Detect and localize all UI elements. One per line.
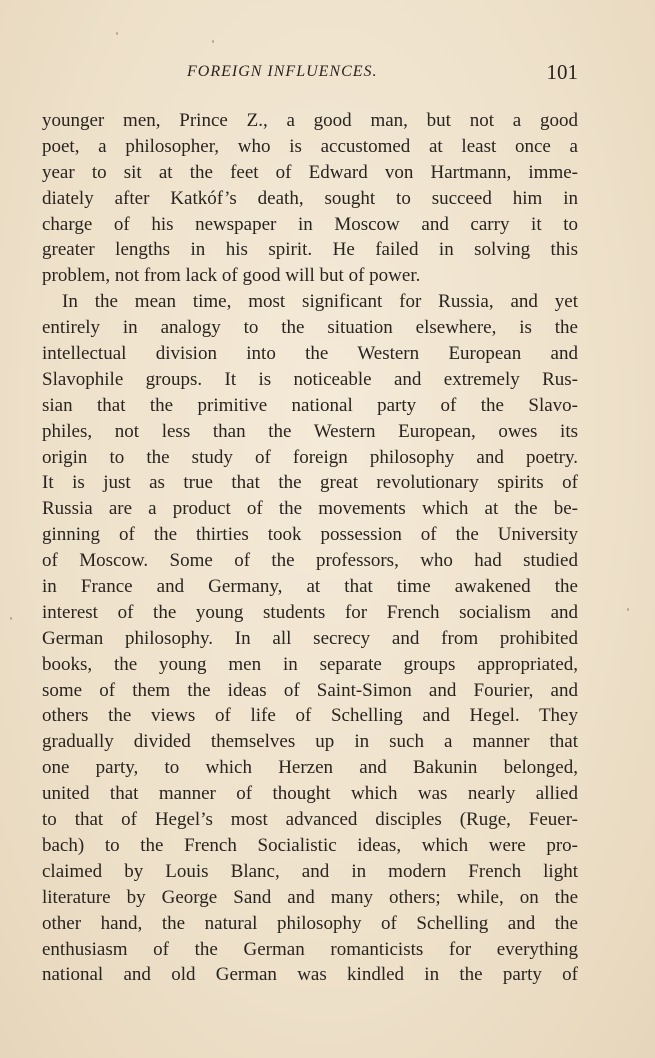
text-line: some of them the ideas of Saint-Simon and Fourier, and (42, 679, 578, 701)
text-line: bach) to the French Socialistic ideas, which were pro- (42, 834, 578, 856)
text-line: Russia are a product of the movements which at the be- (42, 498, 578, 520)
text-line: intellectual division into the Western European and (42, 343, 578, 365)
paragraph-start-line: In the mean time, most significant for Russia, and yet (62, 291, 578, 313)
text-line: interest of the young students for French socialism and (42, 601, 578, 623)
text-line: sian that the primitive national party of the Slavo- (42, 394, 578, 416)
text-line: other hand, the natural philosophy of Schelling and the (42, 912, 578, 934)
page-header (40, 60, 578, 90)
text-line: German philosophy. In all secrecy and from prohibited (42, 627, 578, 649)
text-line: united that manner of thought which was nearly allied (42, 783, 578, 805)
text-line: philes, not less than the Western European, owes its (42, 420, 578, 442)
text-line: year to sit at the feet of Edward von Hartmann, imme- (42, 161, 578, 183)
text-line: charge of his newspaper in Moscow and carry it to (42, 213, 578, 235)
text-line: of Moscow. Some of the professors, who had studied (42, 550, 578, 572)
text-line: claimed by Louis Blanc, and in modern French light (42, 860, 578, 882)
paper-speck (116, 32, 118, 35)
text-line: one party, to which Herzen and Bakunin belonged, (42, 757, 578, 779)
text-line: Slavophile groups. It is noticeable and extremely Rus- (42, 368, 578, 390)
paper-speck (212, 40, 214, 43)
text-line: ginning of the thirties took possession of the University (42, 524, 578, 546)
text-line: entirely in analogy to the situation elsewhere, is the (42, 317, 578, 339)
text-line: enthusiasm of the German romanticists for everything (42, 938, 578, 960)
body-text (42, 108, 578, 988)
text-line: gradually divided themselves up in such a manner that (42, 731, 578, 753)
text-line: books, the young men in separate groups appropriated, (42, 653, 578, 675)
text-line: younger men, Prince Z., a good man, but not a good (42, 110, 578, 131)
text-line: others the views of life of Schelling and Hegel. They (42, 705, 578, 727)
text-line: in France and Germany, at that time awakened the (42, 576, 578, 598)
text-line: problem, not from lack of good will but of power. (42, 265, 421, 287)
text-line: poet, a philosopher, who is accustomed at least once a (42, 135, 578, 157)
running-head: FOREIGN INFLUENCES. (187, 63, 378, 80)
text-line: greater lengths in his spirit. He failed in solving this (42, 239, 578, 261)
text-line: to that of Hegel’s most advanced disciples (Ruge, Feuer- (42, 809, 578, 831)
text-line: origin to the study of foreign philosophy and poetry. (42, 446, 578, 468)
text-line: national and old German was kindled in the party of (42, 964, 578, 986)
text-line: It is just as true that the great revolutionary spirits of (42, 472, 578, 494)
text-line: literature by George Sand and many others; while, on the (42, 886, 578, 908)
text-line: diately after Katkóf’s death, sought to succeed him in (42, 187, 578, 209)
page-number: 101 (546, 60, 578, 84)
paper-speck (627, 608, 629, 611)
paper-speck (10, 617, 12, 620)
